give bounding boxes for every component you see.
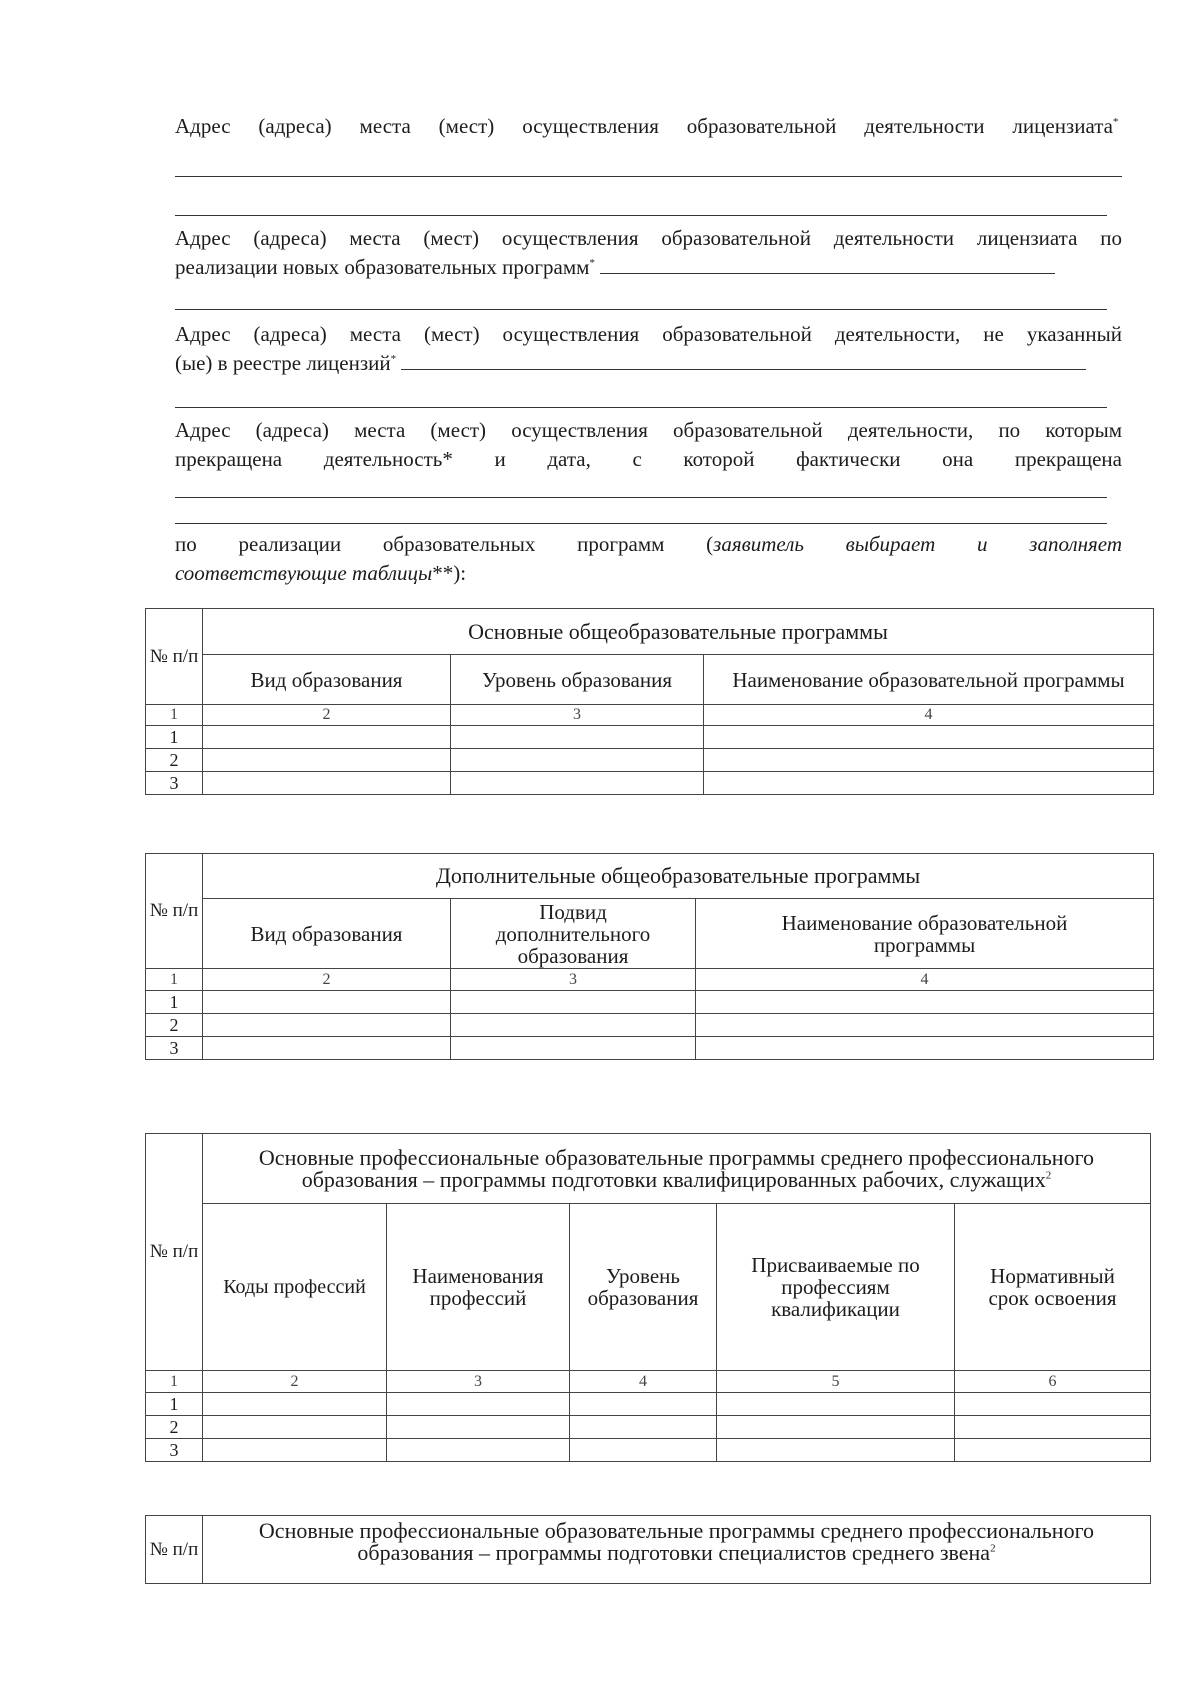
instruction-italic: заявитель выбирает и заполняет xyxy=(713,532,1123,556)
table-cell[interactable] xyxy=(704,749,1154,772)
general-education-table xyxy=(145,608,1154,795)
instruction-line-1 xyxy=(175,530,1122,559)
fill-line[interactable] xyxy=(175,176,1122,177)
column-header: Присваиваемые по профессиям квалификации xyxy=(717,1204,955,1371)
table-cell[interactable] xyxy=(955,1393,1151,1416)
table-cell[interactable] xyxy=(717,1393,955,1416)
table-cell[interactable] xyxy=(203,1037,451,1060)
asterisk-mark: * xyxy=(1113,116,1119,128)
column-number: 4 xyxy=(704,705,1154,726)
table-cell[interactable] xyxy=(717,1416,955,1439)
table-title xyxy=(203,1516,1151,1584)
address-text-2a: Адрес (адреса) места (мест) осуществления образовательной деятельности лицензиата по xyxy=(175,226,1122,250)
column-number: 3 xyxy=(387,1371,570,1393)
table-cell[interactable] xyxy=(451,1014,696,1037)
column-header: Вид образования xyxy=(203,899,451,969)
address-text-4a: Адрес (адреса) места (мест) осуществления образовательной деятельности, по которым xyxy=(175,418,1122,442)
address-paragraph-1 xyxy=(175,112,1122,141)
column-number: 2 xyxy=(203,1371,387,1393)
column-number: 4 xyxy=(696,969,1154,991)
table-cell[interactable] xyxy=(387,1439,570,1462)
row-number-header: № п/п xyxy=(146,1516,203,1584)
instruction-text: по реализации образовательных программ ( xyxy=(175,532,714,556)
instruction-paragraph xyxy=(175,530,1122,588)
fill-line-inline[interactable] xyxy=(401,351,1086,370)
footnote-mark: 2 xyxy=(990,1542,996,1555)
table-cell[interactable] xyxy=(570,1439,717,1462)
table-cell[interactable] xyxy=(704,726,1154,749)
table-cell[interactable] xyxy=(203,1014,451,1037)
column-header: Наименования профессий xyxy=(387,1204,570,1371)
address-paragraph-3 xyxy=(175,320,1122,378)
table-cell[interactable] xyxy=(451,726,704,749)
table-title-text: Основные профессиональные образовательные программы среднего профессионального образования – программы подготовки квалифицированных рабочих, служащих xyxy=(258,1144,1095,1192)
row-number: 1 xyxy=(146,991,203,1014)
column-number: 1 xyxy=(146,969,203,991)
address-text-3b-row xyxy=(175,349,1122,378)
instruction-italic-2: соответствующие таблицы xyxy=(175,561,433,585)
row-number: 3 xyxy=(146,1439,203,1462)
instruction-tail: **): xyxy=(432,561,467,585)
column-header: Уровень образования xyxy=(570,1204,717,1371)
fill-line[interactable] xyxy=(175,497,1107,498)
table-title xyxy=(203,1134,1151,1204)
row-number-header: № п/п xyxy=(146,1134,203,1371)
column-header: Наименование образовательной программы xyxy=(696,899,1154,969)
asterisk-mark: * xyxy=(390,353,397,365)
table-cell[interactable] xyxy=(451,991,696,1014)
address-text-3a: Адрес (адреса) места (мест) осуществления образовательной деятельности, не указанный xyxy=(175,322,1122,346)
table-cell[interactable] xyxy=(203,1439,387,1462)
table-title: Основные общеобразовательные программы xyxy=(203,609,1154,655)
column-number: 1 xyxy=(146,705,203,726)
row-number: 2 xyxy=(146,749,203,772)
row-number-header: № п/п xyxy=(146,609,203,705)
table-cell[interactable] xyxy=(451,1037,696,1060)
column-header: Вид образования xyxy=(203,655,451,705)
asterisk-mark: * xyxy=(589,257,595,269)
fill-line[interactable] xyxy=(175,407,1107,408)
table-cell[interactable] xyxy=(704,772,1154,795)
table-cell[interactable] xyxy=(717,1439,955,1462)
fill-line-inline[interactable] xyxy=(600,255,1055,274)
column-number: 1 xyxy=(146,1371,203,1393)
column-header: Нормативный срок освоения xyxy=(955,1204,1151,1371)
address-text-2b-row xyxy=(175,253,1122,282)
address-paragraph-2 xyxy=(175,224,1122,282)
table-cell[interactable] xyxy=(955,1439,1151,1462)
fill-line[interactable] xyxy=(175,215,1107,216)
table-cell[interactable] xyxy=(696,1014,1154,1037)
table-title-text: Основные профессиональные образовательные программы среднего профессионального образования – программы подготовки специалистов среднего звена xyxy=(258,1518,1095,1565)
row-number: 3 xyxy=(146,772,203,795)
instruction-line-2 xyxy=(175,559,1122,588)
table-cell[interactable] xyxy=(451,749,704,772)
table-cell[interactable] xyxy=(203,726,451,749)
address-text-3b: (ые) в реестре лицензий xyxy=(175,351,391,375)
table-cell[interactable] xyxy=(696,991,1154,1014)
row-number: 2 xyxy=(146,1014,203,1037)
address-paragraph-4 xyxy=(175,416,1122,474)
column-number: 3 xyxy=(451,705,704,726)
address-text-2b: реализации новых образовательных программ xyxy=(175,255,590,279)
table-cell[interactable] xyxy=(387,1416,570,1439)
fill-line[interactable] xyxy=(175,523,1107,524)
row-number: 2 xyxy=(146,1416,203,1439)
column-header: Уровень образования xyxy=(451,655,704,705)
column-header: Наименование образовательной программы xyxy=(704,655,1154,705)
additional-education-table xyxy=(145,853,1154,1060)
column-number: 2 xyxy=(203,705,451,726)
table-cell[interactable] xyxy=(203,749,451,772)
table-cell[interactable] xyxy=(203,1393,387,1416)
table-cell[interactable] xyxy=(203,772,451,795)
vocational-workers-table xyxy=(145,1133,1151,1462)
column-number: 4 xyxy=(570,1371,717,1393)
table-cell[interactable] xyxy=(451,772,704,795)
column-number: 6 xyxy=(955,1371,1151,1393)
address-text-4b: прекращена деятельность* и дата, с которой фактически она прекращена xyxy=(175,447,1122,471)
footnote-mark: 2 xyxy=(1045,1169,1052,1182)
row-number: 3 xyxy=(146,1037,203,1060)
row-number: 1 xyxy=(146,726,203,749)
table-cell[interactable] xyxy=(203,991,451,1014)
table-cell[interactable] xyxy=(203,1416,387,1439)
address-text-1: Адрес (адреса) места (мест) осуществления образовательной деятельности лицензиата xyxy=(175,114,1113,138)
column-number: 2 xyxy=(203,969,451,991)
row-number-header: № п/п xyxy=(146,854,203,969)
fill-line[interactable] xyxy=(175,309,1107,310)
table-title: Дополнительные общеобразовательные программы xyxy=(203,854,1154,899)
column-header: Коды профессий xyxy=(203,1204,387,1371)
column-number: 5 xyxy=(717,1371,955,1393)
table-cell[interactable] xyxy=(955,1416,1151,1439)
row-number: 1 xyxy=(146,1393,203,1416)
table-cell[interactable] xyxy=(387,1393,570,1416)
table-cell[interactable] xyxy=(570,1416,717,1439)
column-number: 3 xyxy=(451,969,696,991)
vocational-specialists-table xyxy=(145,1515,1151,1584)
column-header: Подвид дополнительного образования xyxy=(451,899,696,969)
table-cell[interactable] xyxy=(570,1393,717,1416)
table-cell[interactable] xyxy=(696,1037,1154,1060)
